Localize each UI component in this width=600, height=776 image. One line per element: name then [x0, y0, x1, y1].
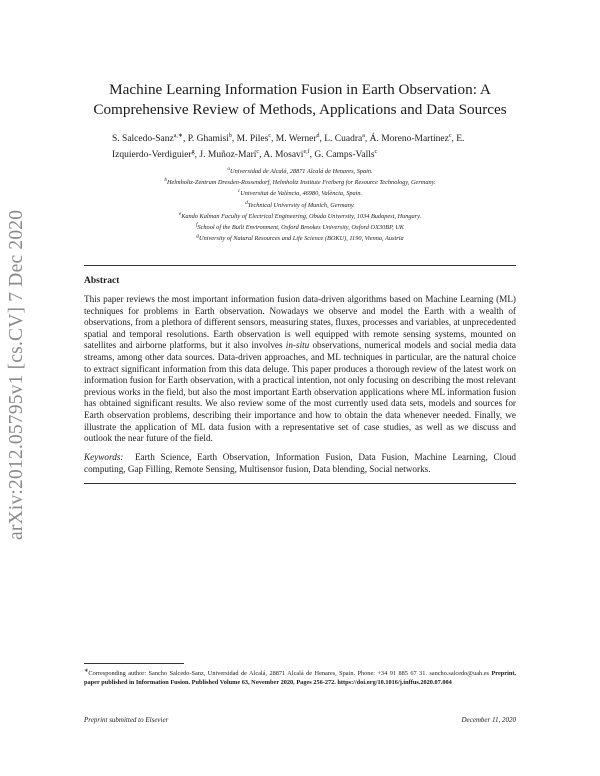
- affiliation: $^a$Universidad de Alcalá, 28871 Alcalá de Henares, Spain.: [227, 166, 373, 176]
- affiliation: $^c$Universitat de València, 46980, València, Spain.: [237, 188, 363, 198]
- paper-title: [84, 80, 516, 120]
- author: Á. Moreno-Martínez$^c$,: [369, 133, 457, 145]
- keywords: [84, 452, 516, 475]
- abstract-top-rule: [84, 265, 516, 266]
- affiliation: $^b$Helmholtz-Zentrum Dresden-Rossendorf, Helmholtz Institute Freiberg for Resource Technology, Germany.: [164, 177, 436, 187]
- author: M. Werner$^d$,: [275, 133, 325, 145]
- title-line: Comprehensive Review of Methods, Applications and Data Sources: [93, 101, 507, 118]
- author: A. Mosavi$^{e,f}$,: [263, 149, 315, 161]
- author: P. Ghamisi$^b$,: [187, 133, 237, 145]
- abstract-heading: Abstract: [84, 276, 120, 286]
- author: M. Piles$^c$,: [236, 133, 276, 145]
- affiliation: $^d$Technical University of Munich, Germany.: [245, 199, 355, 209]
- footnote-publication: Preprint, paper published in Information Fusion. Published Volume 63, November 2020, Pages 256-272. https://doi.org/10.1016/j.inffus.2020.07.004: [84, 670, 516, 686]
- author-list: [112, 130, 490, 162]
- affiliation: $^e$Kando Kalman Faculty of Electrical Engineering, Obuda University, 1034 Budapest, Hungary.: [178, 210, 422, 220]
- footnote-rule: [84, 663, 184, 664]
- author: E. Izquierdo-Verdiguier$^g$,: [112, 134, 465, 161]
- author: G. Camps-Valls$^c$: [314, 149, 378, 161]
- footnote: ∗Corresponding author: Sancho Salcedo-Sanz, Universidad de Alcalá, 28871 Alcalá de Henares, Spain. Phone: +34 91 885 67 31. sancho.salcedo@uah.es Preprint, paper published in Information Fusion. Published Volume 63, November 2020, Pages 256-272. https://doi.org/10.1016/j.inffus.2020.07.004: [84, 668, 516, 686]
- arxiv-stamp: arXiv:2012.05795v1 [cs.CV] 7 Dec 2020: [6, 209, 27, 540]
- abstract-bottom-rule: [84, 483, 516, 484]
- affiliation: $^g$University of Natural Resources and Life Science (BOKU), 1190, Vienna, Austria: [196, 233, 404, 243]
- abstract-italic-term: in-situ: [285, 340, 310, 351]
- footer-date: December 11, 2020: [461, 716, 516, 724]
- affiliation: $^f$School of the Built Environment, Oxford Brookes University, Oxford OX30BP, UK: [195, 221, 404, 232]
- author: J. Muñoz-Marí$^c$,: [199, 149, 264, 161]
- title-line: Machine Learning Information Fusion in Earth Observation: A: [109, 81, 491, 98]
- keywords-text: Earth Science, Earth Observation, Information Fusion, Data Fusion, Machine Learning, Cloud computing, Gap Filling, Remote Sensing, Multisensor fusion, Data blending, Social networks.: [84, 452, 517, 474]
- author: S. Salcedo-Sanz$^{a,∗}$,: [112, 133, 188, 145]
- author: L. Cuadra$^a$,: [324, 133, 370, 145]
- affiliation-list: [84, 165, 516, 243]
- abstract-body: This paper reviews the most important information fusion data-driven algorithms based on Machine Learning (ML) techniques for problems in Earth observation. Nowadays we observe and model the Earth with a wealth of observations, from a plethora of different sensors, measuring states, fluxes, processes and variables, at unprecedented spatial and temporal resolutions. Earth observation is well equipped with remote sensing systems, mounted on satellites and airborne platforms, but it also involves in-situ observations, numerical models and social media data streams, among other data sources. Data-driven approaches, and ML techniques in particular, are the natural choice to extract significant information from this data deluge. This paper produces a thorough review of the latest work on information fusion for Earth observation, with a practical intention, not only focusing on describing the most relevant previous works in the field, but also the most important Earth observation applications where ML information fusion has obtained significant results. We also review some of the most currently used data sets, models and sources for Earth observation problems, describing their importance and how to obtain the data whenever needed. Finally, we illustrate the application of ML data fusion with a representative set of case studies, as well as we discuss and outlook the near future of the field.: [84, 294, 516, 444]
- footer-preprint-note: Preprint submitted to Elsevier: [84, 716, 169, 724]
- keywords-label: Keywords:: [84, 452, 124, 462]
